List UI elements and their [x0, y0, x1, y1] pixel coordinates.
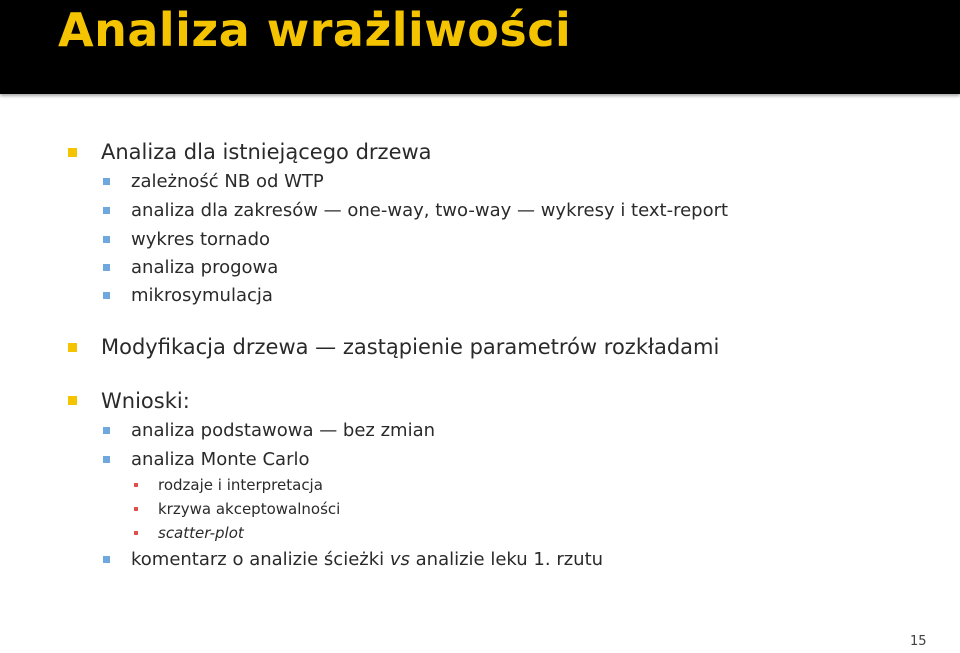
bullet-item-level1: Analiza dla istniejącego drzewa — [101, 140, 432, 164]
level2-bullet-icon — [103, 427, 110, 434]
level2-bullet-icon — [103, 207, 110, 214]
level1-bullet-icon — [68, 396, 77, 405]
bullet-item-level2: analiza dla zakresów — one-way, two-way — wykresy i text-report — [131, 200, 729, 221]
level2-bullet-icon — [103, 178, 110, 185]
bullet-item-level2: wykres tornado — [131, 229, 271, 250]
bullet-item-level1: Wnioski: — [101, 389, 190, 413]
bullet-item-level2: analiza progowa — [131, 257, 279, 278]
bullet-item-level3: scatter-plot — [158, 524, 244, 542]
comment-text-part: komentarz o analizie ścieżki — [131, 549, 390, 570]
level3-bullet-icon — [134, 531, 138, 535]
bullet-item-level2: zależność NB od WTP — [131, 171, 324, 192]
bullet-item-level1: Modyfikacja drzewa — zastąpienie parametrów rozkładami — [101, 335, 720, 359]
level2-bullet-icon — [103, 236, 110, 243]
bullet-item-level2: mikrosymulacja — [131, 285, 273, 306]
bullet-item-level2: analiza Monte Carlo — [131, 449, 310, 470]
level3-bullet-icon — [134, 483, 138, 487]
bullet-item-level2 — [131, 549, 603, 571]
bullet-item-level2: analiza podstawowa — bez zmian — [131, 420, 436, 441]
comment-text-part: analizie leku 1. rzutu — [409, 549, 604, 570]
level3-bullet-icon — [134, 507, 138, 511]
level2-bullet-icon — [103, 556, 110, 563]
level2-bullet-icon — [103, 264, 110, 271]
bullet-item-level3: krzywa akceptowalności — [158, 500, 341, 518]
level1-bullet-icon — [68, 343, 77, 352]
comment-text-emphasis: vs — [389, 549, 410, 570]
level2-bullet-icon — [103, 456, 110, 463]
level2-bullet-icon — [103, 292, 110, 299]
page-number: 15 — [910, 634, 927, 649]
bullet-item-level3: rodzaje i interpretacja — [158, 476, 323, 494]
level1-bullet-icon — [68, 148, 77, 157]
slide-title: Analiza wrażliwości — [58, 3, 572, 57]
